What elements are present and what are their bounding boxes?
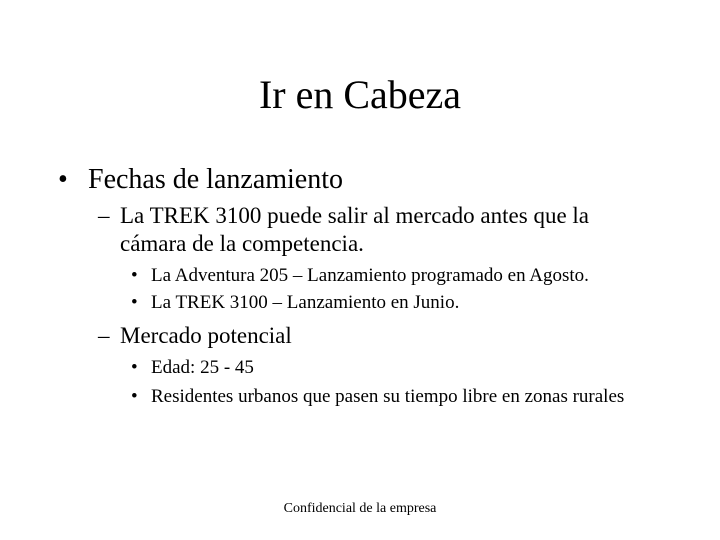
bullet-marker: • [131, 292, 138, 313]
slide-title: Ir en Cabeza [258, 72, 462, 117]
bullet-text: La Adventura 205 – Lanzamiento programado en Agosto. [151, 265, 589, 286]
bullet-text: La TREK 3100 – Lanzamiento en Junio. [151, 292, 460, 313]
dash-marker: – [98, 323, 110, 348]
bullet-text: Mercado potencial [120, 323, 292, 348]
bullet-marker: • [131, 386, 138, 407]
bullet-marker: • [58, 164, 68, 195]
bullet-marker: • [131, 357, 138, 378]
bullet-text: Residentes urbanos que pasen su tiempo libre en zonas rurales [151, 386, 625, 407]
bullet-text: Edad: 25 - 45 [151, 357, 254, 378]
bullet-marker: • [131, 265, 138, 286]
bullet-text: La TREK 3100 puede salir al mercado antes que la cámara de la competencia. [120, 203, 589, 256]
footer-confidential: Confidencial de la empresa [283, 501, 437, 516]
bullet-text: Fechas de lanzamiento [88, 164, 344, 195]
dash-marker: – [98, 203, 110, 228]
